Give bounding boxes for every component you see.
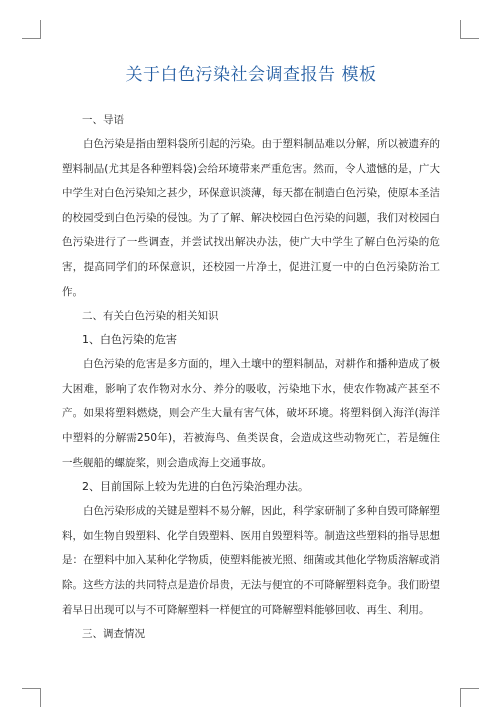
subsection-heading-harm: 1、白色污染的危害	[82, 333, 177, 347]
crop-mark-bottom-right	[460, 688, 479, 707]
crop-mark-top-right	[460, 20, 479, 39]
section-heading-knowledge: 二、有关白色污染的相关知识	[82, 310, 219, 323]
section-heading-survey: 三、调查情况	[82, 628, 145, 641]
subsection-heading-treatment: 2、目前国际上较为先进的白色污染治理办法。	[82, 480, 309, 494]
intro-paragraph: 白色污染是指由塑料袋所引起的污染。由于塑料制品难以分解，所以被遗弃的塑料制品(尤其是各种塑料袋)会给环境带来严重危害。然而，令人遗憾的是，广大中学生对白色污染知之甚少，环保意识淡薄，每天都在制造白色污染，使原本圣洁的校园受到白色污染的侵蚀。为了了解、解决校园白色污染的问题，我们对校园白色污染进行了一些调查，并尝试找出解决办法，使广大中学生了解白色污染的危害，提高同学们的环保意识，还校园一片净土，促进江夏一中的白色污染防治工作。	[62, 138, 440, 298]
crop-mark-top-left	[22, 20, 41, 39]
harm-paragraph: 白色污染的危害是多方面的，埋入土壤中的塑料制品，对耕作和播种造成了极大困难，影响了农作物对水分、养分的吸收，污染地下水，使农作物减产甚至不产。如果将塑料燃烧，则会产生大量有害气体，破坏环境。将塑料倒入海洋(海洋中塑料的分解需250年)，若被海鸟、鱼类误食，会造成这些动物死亡，若是缠住一些舰船的螺旋桨，则会造成海上交通事故。	[62, 358, 440, 469]
crop-mark-bottom-left	[22, 688, 41, 707]
section-heading-intro: 一、导语	[82, 114, 124, 126]
document-title: 关于白色污染社会调查报告 模板	[125, 65, 377, 85]
treatment-paragraph: 白色污染形成的关键是塑料不易分解，因此，科学家研制了多种自毁可降解塑料，如生物自毁塑料、化学自毁塑料、医用自毁塑料等。制造这些塑料的指导思想是：在塑料中加入某种化学物质，使塑料能被光照、细菌或其他化学物质溶解或消除。这些方法的共同特点是造价昂贵，无法与便宜的不可降解塑料竞争。我们盼望着早日出现可以与不可降解塑料一样便宜的可降解塑料能够回收、再生、利用。	[62, 505, 440, 616]
document-body	[62, 62, 440, 646]
